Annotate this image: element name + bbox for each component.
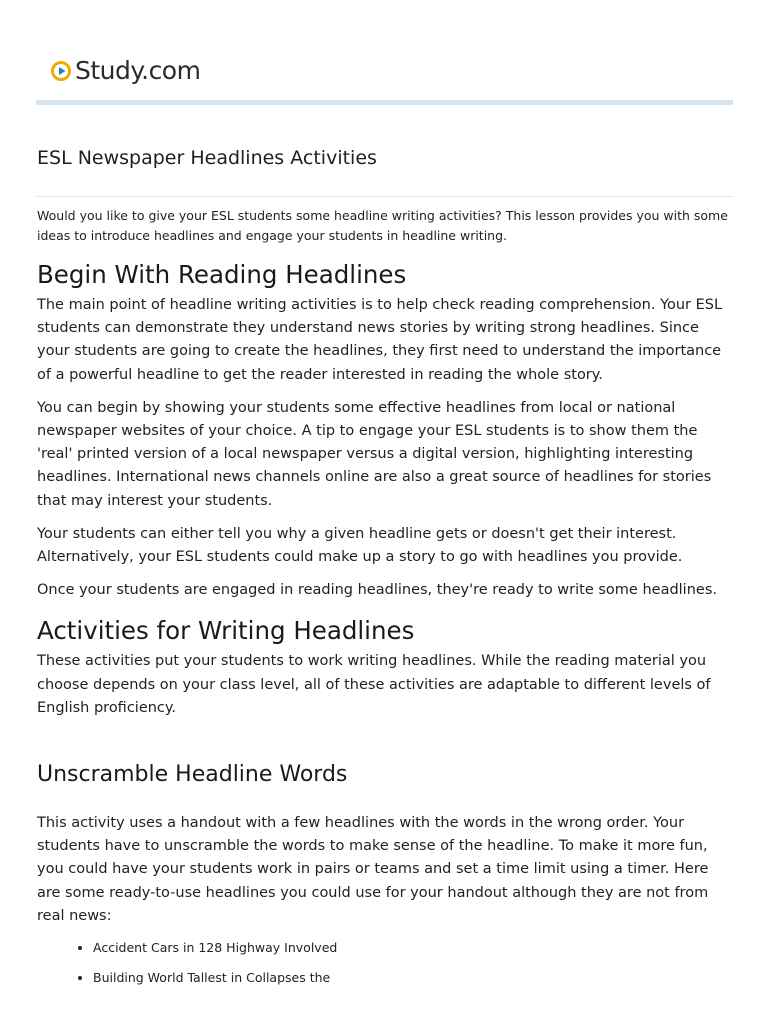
intro-paragraph: Would you like to give your ESL students some headline writing activities? This lesson provides you with some ideas to introduce headlines and engage your students in headline writing. xyxy=(37,208,728,243)
section-heading: Begin With Reading Headlines xyxy=(37,260,407,289)
play-circle-icon xyxy=(50,60,72,82)
list-item: • Building World Tallest in Collapses the xyxy=(93,968,735,988)
body-paragraph: Your students can either tell you why a given headline gets or doesn't get their interest. Alternatively, your ESL students could make up a story to go with headlines you provide. xyxy=(37,525,683,566)
list-item: • Accident Cars in 128 Highway Involved xyxy=(93,938,735,958)
logo-wordmark: Study.com xyxy=(75,56,201,85)
title-divider xyxy=(36,196,733,197)
headline-list xyxy=(37,938,735,988)
body-paragraph: Once your students are engaged in reading headlines, they're ready to write some headlines. xyxy=(37,582,717,599)
header-divider xyxy=(36,100,733,105)
body-paragraph: These activities put your students to work writing headlines. While the reading material you choose depends on your class level, all of these activities are adaptable to different levels of English proficiency. xyxy=(37,653,711,716)
subsection-heading: Unscramble Headline Words xyxy=(37,762,348,788)
body-paragraph: The main point of headline writing activities is to help check reading comprehension. Your ESL students can demonstrate they understand news stories by writing strong headlines. Since your students are going to create the headlines, they first need to understand the importance of a powerful headline to get the reader interested in reading the whole story. xyxy=(37,297,723,383)
body-paragraph: You can begin by showing your students some effective headlines from local or national newspaper websites of your choice. A tip to engage your ESL students is to show them the 'real' printed version of a local newspaper versus a digital version, highlighting interesting headlines. International news channels online are also a great source of headlines for stories that may interest your students. xyxy=(37,399,712,509)
article-body xyxy=(37,206,735,998)
document-title: ESL Newspaper Headlines Activities xyxy=(37,147,377,169)
study-com-logo[interactable] xyxy=(50,55,200,87)
section-heading: Activities for Writing Headlines xyxy=(37,616,415,646)
body-paragraph: This activity uses a handout with a few headlines with the words in the wrong order. Your students have to unscramble the words to make sense of the headline. To make it more fun, you could have your students work in pairs or teams and set a time limit using a timer. Here are some ready-to-use headlines you could use for your handout although they are not from real news: xyxy=(37,815,709,924)
